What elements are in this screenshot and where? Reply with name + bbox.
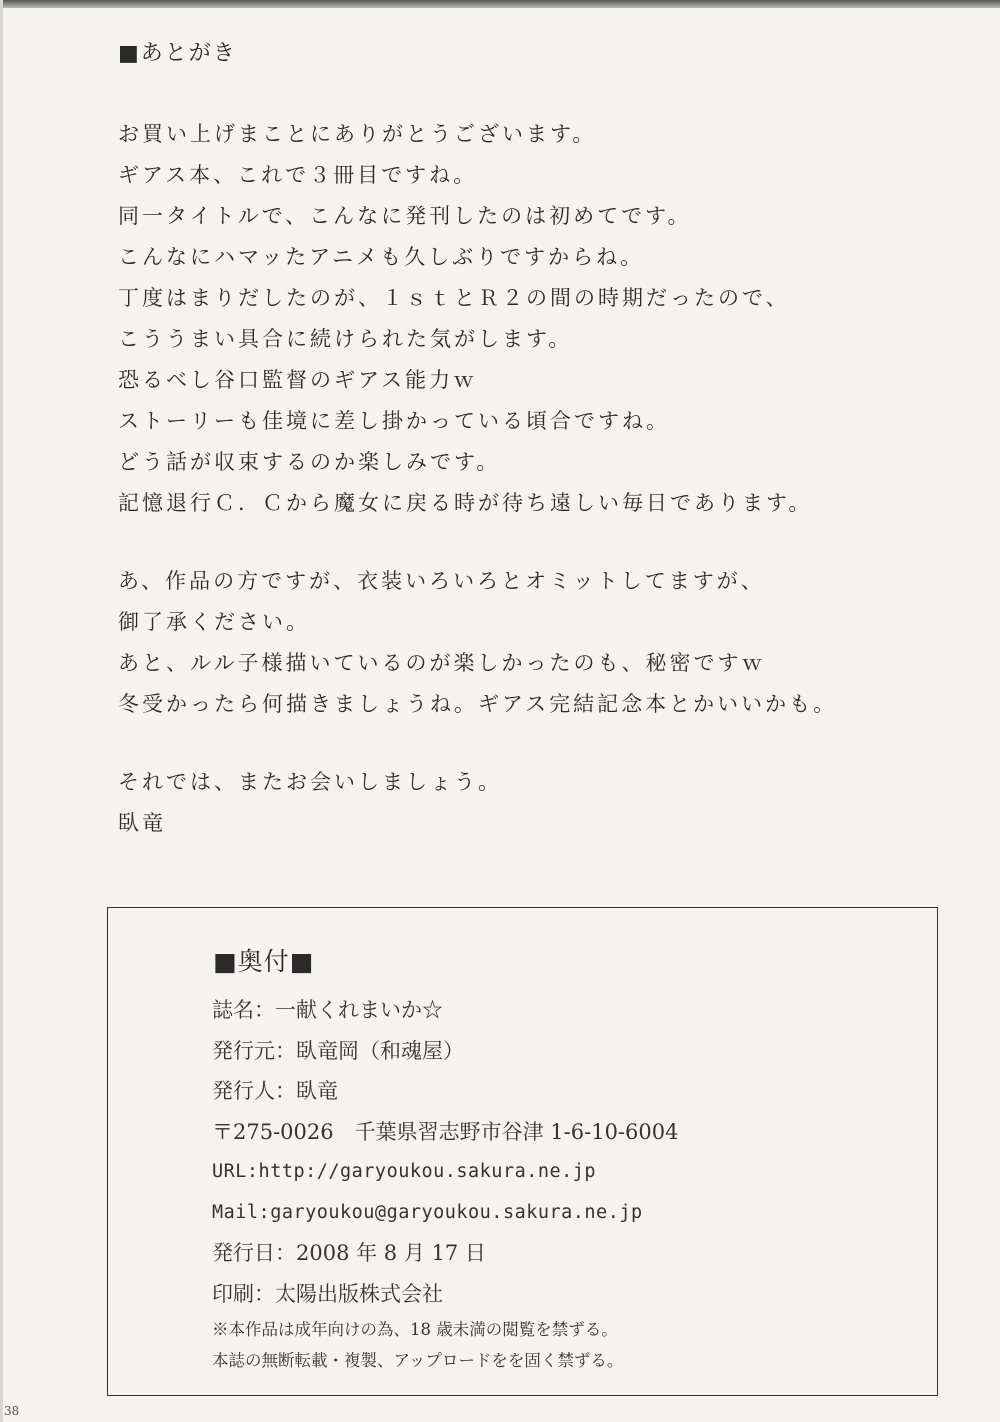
paragraph-gap xyxy=(118,725,978,762)
afterword-line: あ、作品の方ですが、衣装いろいろとオミットしてますが、 xyxy=(118,569,765,593)
colophon-address: 〒275-0026 千葉県習志野市谷津 1-6-10-6004 xyxy=(212,1119,679,1144)
colophon-mail: Mail:garyoukou@garyoukou.sakura.ne.jp xyxy=(212,1201,643,1223)
afterword-section xyxy=(118,36,978,844)
colophon-url: URL:http://garyoukou.sakura.ne.jp xyxy=(212,1161,597,1182)
colophon-age-notice: ※本作品は成年向けの為、18 歳未満の閲覧を禁ずる。 xyxy=(212,1320,618,1339)
afterword-paragraph-2 xyxy=(118,561,978,725)
afterword-line: 恐るべし谷口監督のギアス能力ｗ xyxy=(118,368,478,392)
afterword-line: こんなにハマッたアニメも久しぶりですからね。 xyxy=(118,245,645,269)
afterword-line: ギアス本、これで３冊目ですね。 xyxy=(118,163,478,187)
colophon-printer: 印刷：太陽出版株式会社 xyxy=(212,1281,443,1306)
colophon-publish-date: 発行日：2008 年 8 月 17 日 xyxy=(212,1241,486,1265)
afterword-line: それでは、またお会いしましょう。 xyxy=(118,770,502,794)
afterword-line: お買い上げまことにありがとうございます。 xyxy=(118,122,597,146)
colophon-box xyxy=(107,907,938,1396)
afterword-line: こううまい具合に続けられた気がします。 xyxy=(118,327,573,351)
afterword-line: 冬受かったら何描きましょうね。ギアス完結記念本とかいいかも。 xyxy=(118,692,838,716)
colophon-copy-notice: 本誌の無断転載・複製、アップロードをを固く禁ずる。 xyxy=(212,1351,624,1370)
afterword-title: ■あとがき xyxy=(118,41,237,66)
afterword-line: 記憶退行Ｃ．Ｃから魔女に戻る時が待ち遠しい毎日であります。 xyxy=(118,491,813,515)
colophon-title: ■奥付■ xyxy=(213,947,315,976)
afterword-line: 同一タイトルで、こんなに発刊したのは初めてです。 xyxy=(118,204,692,228)
afterword-line: あと、ルル子様描いているのが楽しかったのも、秘密ですｗ xyxy=(118,651,766,675)
page-number: 38 xyxy=(4,1404,20,1418)
page-binding-edge xyxy=(0,0,3,1422)
paragraph-gap xyxy=(118,524,978,561)
page-top-edge xyxy=(0,0,1000,8)
afterword-paragraph-1 xyxy=(118,114,978,524)
colophon-issuer: 発行人：臥竜 xyxy=(212,1079,338,1103)
afterword-paragraph-3 xyxy=(118,762,978,844)
afterword-line: どう話が収束するのか楽しみです。 xyxy=(118,450,501,474)
colophon-publisher: 発行元：臥竜岡（和魂屋） xyxy=(212,1038,464,1063)
colophon-details xyxy=(212,990,678,1376)
colophon-book-title: 誌名：一献くれまいか☆ xyxy=(212,998,443,1022)
afterword-line: 御了承ください。 xyxy=(118,610,310,634)
afterword-line: 丁度はまりだしたのが、１ｓｔとＲ２の間の時期だったので、 xyxy=(118,286,790,310)
afterword-line: ストーリーも佳境に差し掛かっている頃合ですね。 xyxy=(118,409,670,433)
author-signature: 臥竜 xyxy=(118,811,166,835)
